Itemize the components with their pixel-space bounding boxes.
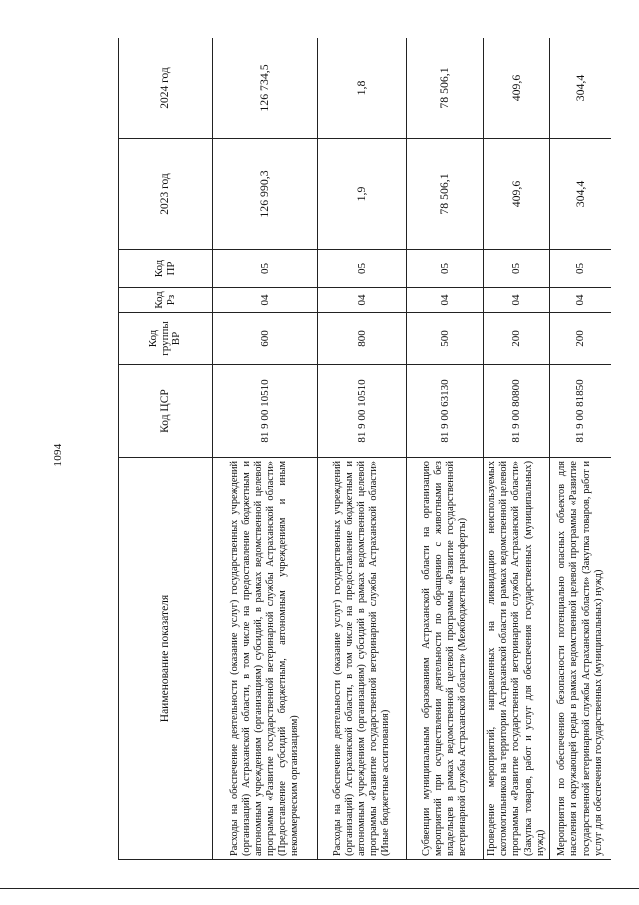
row-2023: 78 506,1 bbox=[407, 139, 484, 250]
row-name: Проведение мероприятий, направленных на ликвидацию неиспользуемых скотомогильников на территории Астраханской области в рамках ведомственной целевой программы «Развитие государственной ветеринарной службы Астраханской области» (Закупка товаров, работ и услуг для обеспечения государственных (муниципальных) нужд) bbox=[484, 458, 550, 860]
row-csr: 81 9 00 63130 bbox=[407, 365, 484, 458]
row-2023: 409,6 bbox=[484, 139, 550, 250]
bottom-rule bbox=[0, 888, 639, 889]
page-number: 1094 bbox=[52, 443, 64, 467]
budget-table-container bbox=[118, 38, 611, 860]
row-rz: 04 bbox=[484, 288, 550, 313]
row-name: Субвенции муниципальным образованиям Астраханской области на организацию мероприятий при осуществлении деятельности по обращению с животными без владельцев в рамках ведомственной целевой программы «Развитие государственной ветеринарной службы Астраханской области» (Межбюджетные трансферты) bbox=[407, 458, 484, 860]
table-header-row bbox=[119, 38, 213, 860]
header-name: Наименование показателя bbox=[119, 458, 213, 860]
row-rz: 04 bbox=[550, 288, 612, 313]
row-pr: 05 bbox=[318, 250, 407, 288]
row-vr: 200 bbox=[484, 313, 550, 365]
budget-table bbox=[118, 38, 611, 860]
row-csr: 81 9 00 80800 bbox=[484, 365, 550, 458]
row-pr: 05 bbox=[407, 250, 484, 288]
row-csr: 81 9 00 10510 bbox=[213, 365, 318, 458]
table-row bbox=[318, 38, 407, 860]
row-vr: 600 bbox=[213, 313, 318, 365]
row-2024: 304,4 bbox=[550, 38, 612, 139]
row-pr: 05 bbox=[213, 250, 318, 288]
row-2024: 126 734,5 bbox=[213, 38, 318, 139]
row-2023: 126 990,3 bbox=[213, 139, 318, 250]
row-rz: 04 bbox=[213, 288, 318, 313]
header-vr: Код группы ВР bbox=[119, 313, 213, 365]
header-rz: Код Рз bbox=[119, 288, 213, 313]
table-row bbox=[484, 38, 550, 860]
row-2024: 78 506,1 bbox=[407, 38, 484, 139]
header-2024: 2024 год bbox=[119, 38, 213, 139]
row-rz: 04 bbox=[318, 288, 407, 313]
row-vr: 800 bbox=[318, 313, 407, 365]
row-vr: 200 bbox=[550, 313, 612, 365]
row-2024: 409,6 bbox=[484, 38, 550, 139]
table-row bbox=[550, 38, 612, 860]
row-name: Расходы на обеспечение деятельности (оказание услуг) государственных учреждений (организаций) Астраханской области, в том числе на предоставление бюджетным и автономным учреждениям (организациям) субсидий в рамках ведомственной целевой программы «Развитие государственной ветеринарной службы Астраханской области» (Иные бюджетные ассигнования) bbox=[318, 458, 407, 860]
row-vr: 500 bbox=[407, 313, 484, 365]
header-2023: 2023 год bbox=[119, 139, 213, 250]
table-row bbox=[407, 38, 484, 860]
row-name: Мероприятия по обеспечению безопасности потенциально опасных объектов для населения и окружающей среды в рамках ведомственной целевой программы «Развитие государственной ветеринарной службы Астраханской области» (Закупка товаров, работ и услуг для обеспечения государственных (муниципальных) нужд) bbox=[550, 458, 612, 860]
row-csr: 81 9 00 81850 bbox=[550, 365, 612, 458]
row-pr: 05 bbox=[484, 250, 550, 288]
row-csr: 81 9 00 10510 bbox=[318, 365, 407, 458]
header-pr: Код ПР bbox=[119, 250, 213, 288]
row-pr: 05 bbox=[550, 250, 612, 288]
header-csr: Код ЦСР bbox=[119, 365, 213, 458]
row-2023: 304,4 bbox=[550, 139, 612, 250]
row-2024: 1,8 bbox=[318, 38, 407, 139]
row-rz: 04 bbox=[407, 288, 484, 313]
row-name: Расходы на обеспечение деятельности (оказание услуг) государственных учреждений (организаций) Астраханской области, в том числе на предоставление бюджетным и автономным учреждениям (организациям) субсидий, в рамках ведомственной целевой программы «Развитие государственной ветеринарной службы Астраханской области» (Предоставление субсидий бюджетным, автономным учреждениям и иным некоммерческим организациям) bbox=[213, 458, 318, 860]
row-2023: 1,9 bbox=[318, 139, 407, 250]
table-row bbox=[213, 38, 318, 860]
